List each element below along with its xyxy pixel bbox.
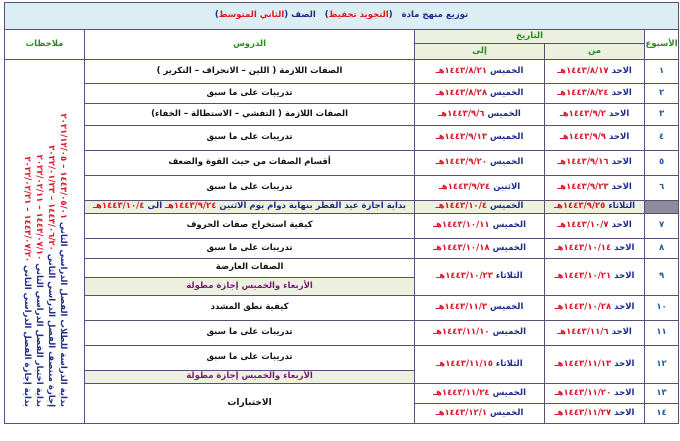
to-cell: الخميس ١٤٤٣/٩/١٣هـ [415,126,545,151]
lesson-cell: تدريبات على ما سبق [85,321,415,346]
to-cell: الخميس ١٤٤٣/١١/١٠هـ [415,321,545,346]
table-row [5,259,679,278]
week-number-empty [645,201,679,214]
long-weekend-note: الأربعاء والخميس إجازة مطولة [85,371,415,384]
table-row [5,104,679,126]
table-row [5,151,679,176]
from-cell: الاحد ١٤٤٣/٨/٢٤هـ [545,84,645,104]
table-row [5,321,679,346]
from-cell: الاحد ١٤٤٣/١٠/٢١هـ [545,259,645,296]
page-title: توزيع منهج مادة (التجويد تحفيظ) الصف (الثاني المتوسط) [5,3,679,30]
note-line: بداية اختبار الفصل الدراسي الثاني ١٤٤٣/٠٧/١٠ – ٢٠٢٢/٠٢/١١ [33,154,44,407]
eid-holiday-row [5,201,679,214]
header-notes: ملاحظات [5,30,85,60]
lesson-cell: الصفات اللازمة ( اللين – الانحراف – التكرير ) [85,60,415,84]
table-row [5,126,679,151]
exams-cell: الاختبارات [85,384,415,424]
to-cell: الاثنين ١٤٤٣/٩/٢٤هـ [415,176,545,201]
notes-cell [5,60,85,424]
week-number: ٣ [645,104,679,126]
title-subject: التجويد تحفيظ [328,10,389,21]
lesson-cell: تدريبات على ما سبق [85,84,415,104]
week-number: ١٠ [645,296,679,321]
title-grade: الثاني المتوسط [218,10,285,21]
to-cell: الخميس ١٤٤٣/٩/٦هـ [415,104,545,126]
from-cell: الاحد ١٤٤٣/١١/٢٠هـ [545,384,645,404]
lesson-cell: تدريبات على ما سبق [85,346,415,371]
from-cell: الاحد ١٤٤٣/١٠/١٤هـ [545,239,645,259]
week-number: ٦ [645,176,679,201]
to-cell: الخميس ١٤٤٣/١٠/٤هـ [415,201,545,214]
note-line: بداية الدراسة للطلاب الفصل الدراسي الثاني ١٤٤٣/٠٥/٠١ – ٢٠٢١/١٢/٠٥ [57,112,68,407]
from-cell: الاحد ١٤٤٣/٩/٩هـ [545,126,645,151]
from-cell: الاحد ١٤٤٣/١١/٢٧هـ [545,404,645,424]
table-row [5,239,679,259]
to-cell: الخميس ١٤٤٣/٨/٢٨هـ [415,84,545,104]
from-cell: الاحد ١٤٤٣/٨/١٧هـ [545,60,645,84]
from-cell: الاحد ١٤٤٣/١١/١٣هـ [545,346,645,384]
table-row [5,60,679,84]
header-date: التاريخ [415,30,645,44]
table-row [5,214,679,239]
long-weekend-note: الأربعاء والخميس إجازة مطولة [85,278,415,296]
from-cell: الثلاثاء ١٤٤٣/٩/٢٥هـ [545,201,645,214]
week-number: ١٢ [645,346,679,384]
to-cell: الخميس ١٤٤٣/١٢/١هـ [415,404,545,424]
week-number: ٢ [645,84,679,104]
notes-rotated-text [21,77,69,407]
table-row [5,176,679,201]
to-cell: الثلاثاء ١٤٤٣/١١/١٥هـ [415,346,545,384]
header-from: من [545,44,645,60]
to-cell: الخميس ١٤٤٣/١١/٣هـ [415,296,545,321]
note-line: إجازة منتصف الفصل الدراسي الثاني ١٤٤٣/٠٦/٢٠ – ٢٠٢٢/٠١/٢٣ [45,144,56,407]
lesson-cell: كيفية نطق المشدد [85,296,415,321]
curriculum-table [4,2,679,424]
header-lessons: الدروس [85,30,415,60]
from-cell: الاحد ١٤٤٣/٩/١٦هـ [545,151,645,176]
to-cell: الخميس ١٤٤٣/٨/٢١هـ [415,60,545,84]
title-grade-label: الصف [291,10,316,21]
from-cell: الاحد ١٤٤٣/١١/٦هـ [545,321,645,346]
header-to: إلى [415,44,545,60]
lesson-cell: تدريبات على ما سبق [85,126,415,151]
to-cell: الخميس ١٤٤٣/٩/٢٠هـ [415,151,545,176]
note-line: بداية إجازة الفصل الدراسي الثاني ١٤٤٣/٠٧/٢٠ – ٢٠٢٢/٠٢/٢١ [21,156,32,407]
from-cell: الاحد ١٤٤٣/٩/٢هـ [545,104,645,126]
from-cell: الاحد ١٤٤٣/١٠/٢٨هـ [545,296,645,321]
week-number: ١١ [645,321,679,346]
to-cell: الخميس ١٤٤٣/١٠/١٨هـ [415,239,545,259]
table-row [5,384,679,404]
week-number: ٤ [645,126,679,151]
table-row [5,84,679,104]
week-number: ١٣ [645,384,679,404]
week-number: ٥ [645,151,679,176]
week-number: ٨ [645,239,679,259]
from-cell: الاحد ١٤٤٣/٩/٢٣هـ [545,176,645,201]
to-cell: الخميس ١٤٤٣/١٠/١١هـ [415,214,545,239]
lesson-cell: تدريبات على ما سبق [85,239,415,259]
lesson-cell: أقسام الصفات من حيث القوة والضعف [85,151,415,176]
from-cell: الاحد ١٤٤٣/١٠/٧هـ [545,214,645,239]
lesson-cell: تدريبات على ما سبق [85,176,415,201]
week-number: ١٤ [645,404,679,424]
table-row [5,346,679,371]
title-prefix: توزيع منهج مادة [401,10,469,21]
lesson-cell: الصفات اللازمة ( التفشي – الاستطالة – الخفاء) [85,104,415,126]
week-number: ٧ [645,214,679,239]
week-number: ٩ [645,259,679,296]
header-week: الأسبوع [645,30,679,60]
eid-holiday-note: بداية اجازة عيد الفطر بنهاية دوام يوم الاثنين ١٤٤٣/٩/٢٤هـ الى ١٤٤٣/١٠/٤هـ [85,201,415,214]
lesson-cell: كيفية استخراج صفات الحروف [85,214,415,239]
to-cell: الخميس ١٤٤٣/١١/٢٤هـ [415,384,545,404]
week-number: ١ [645,60,679,84]
table-row [5,296,679,321]
to-cell: الثلاثاء ١٤٤٣/١٠/٢٣هـ [415,259,545,296]
lesson-cell: الصفات العارضة [85,259,415,278]
